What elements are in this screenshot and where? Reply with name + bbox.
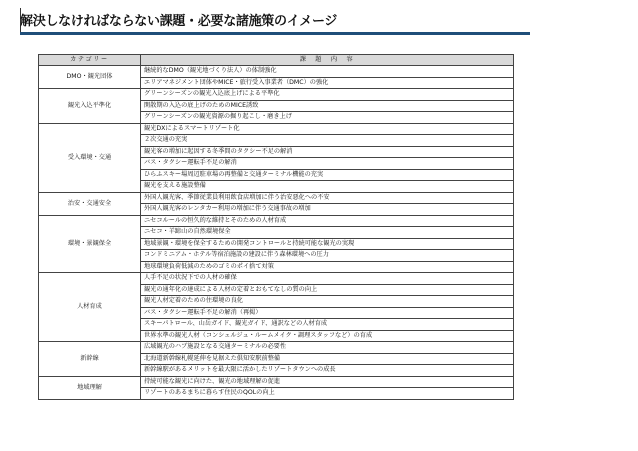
category-cell: 受入環境・交通: [39, 123, 141, 192]
issue-cell: 広域観光のハブ施設となる交通ターミナルの必要性: [141, 342, 514, 354]
issue-cell: 人手不足の状況下での人材の確保: [141, 273, 514, 285]
issue-cell: エリアマネジメント団体やMICE・旅行受入事業者（DMC）の強化: [141, 77, 514, 89]
issue-cell: 観光客の増加に起因する冬季間のタクシー不足の解消: [141, 146, 514, 158]
category-cell: 新幹線: [39, 342, 141, 377]
header-issue-content: 課 題 内 容: [141, 55, 514, 66]
issue-cell: ニセコルールの恒久的な維持とそのための人材育成: [141, 215, 514, 227]
category-cell: 環境・景観保全: [39, 215, 141, 273]
category-cell: DMO・観光団体: [39, 66, 141, 89]
category-cell: 人材育成: [39, 273, 141, 342]
category-cell: 治安・交通安全: [39, 192, 141, 215]
table-body: [39, 66, 514, 400]
table-row: [39, 66, 514, 78]
table-header-row: [39, 55, 514, 66]
issue-cell: 北海道新幹線札幌延伸を見据えた倶知安駅前整備: [141, 353, 514, 365]
category-cell: 地域理解: [39, 376, 141, 399]
issue-cell: グリーンシーズンの観光資源の掘り起こし・磨き上げ: [141, 112, 514, 124]
category-cell: 観光入込平準化: [39, 89, 141, 124]
table-row: [39, 89, 514, 101]
table-row: [39, 192, 514, 204]
issue-cell: 外国人観光客、季節従業員利用飲食店増加に伴う治安悪化への不安: [141, 192, 514, 204]
table-row: [39, 376, 514, 388]
issue-cell: 観光の通年化の達成による人材の定着とおもてなしの質の向上: [141, 284, 514, 296]
issue-cell: コンドミニアム・ホテル等宿泊施設の建設に伴う森林環境への圧力: [141, 250, 514, 262]
issue-cell: 地球環境負荷低減のためのゴミのポイ捨て対策: [141, 261, 514, 273]
issue-cell: ニセコ・羊蹄山の自然環境保全: [141, 227, 514, 239]
issue-cell: 新幹線駅があるメリットを最大限に活かしたリゾートタウンへの成長: [141, 365, 514, 377]
issue-cell: 観光人材定着のための住環境の良化: [141, 296, 514, 308]
title-underline-bar: [20, 32, 530, 35]
table-row: [39, 273, 514, 285]
issue-cell: 外国人観光客のレンタカー利用の増加に伴う交通事故の増加: [141, 204, 514, 216]
table-row: [39, 123, 514, 135]
issue-cell: 閑散期の入込の底上げのためのMICE誘致: [141, 100, 514, 112]
issue-cell: ひらふスキー場周辺駐車場の再整備と交通ターミナル機能の充実: [141, 169, 514, 181]
issue-cell: 観光を支える施設整備: [141, 181, 514, 193]
issue-cell: リゾートのあるまちに暮らす住民のQOLの向上: [141, 388, 514, 400]
issue-cell: グリーンシーズンの観光入込底上げによる平準化: [141, 89, 514, 101]
issues-table: [38, 54, 514, 400]
issue-cell: 継続的なDMO（観光地づくり法人）の体制強化: [141, 66, 514, 78]
issue-cell: 持続可能な観光に向けた、観光の地域理解の促進: [141, 376, 514, 388]
header-category: カテゴリー: [39, 55, 141, 66]
issue-cell: 観光DXによるスマートリゾート化: [141, 123, 514, 135]
table-row: [39, 342, 514, 354]
page-title: 解決しなければならない課題・必要な諸施策のイメージ: [20, 14, 338, 29]
issue-cell: バス・タクシー運転手不足の解消: [141, 158, 514, 170]
table-row: [39, 215, 514, 227]
issue-cell: スキーパトロール、山岳ガイド、観光ガイド、通訳などの人材育成: [141, 319, 514, 331]
issue-cell: 地域景観・環境を保全するための開発コントロールと持続可能な観光の実現: [141, 238, 514, 250]
issue-cell: ２次交通の充実: [141, 135, 514, 147]
issue-cell: 世界水準の観光人材（コンシェルジュ・ルームメイク・調理スタッフなど）の育成: [141, 330, 514, 342]
issue-cell: バス・タクシー運転手不足の解消（再掲）: [141, 307, 514, 319]
